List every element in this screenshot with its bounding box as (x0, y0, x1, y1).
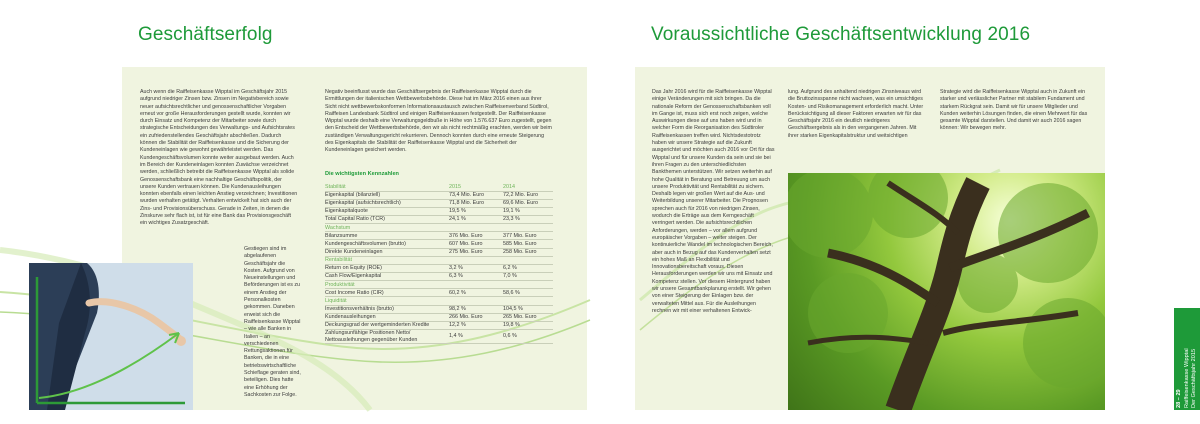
table-row (325, 216, 553, 224)
table-cell: 6,2 % (503, 264, 553, 272)
table-cell: 12,2 % (449, 321, 503, 329)
table-cell: Cost Income Ratio (CIR) (325, 289, 449, 297)
table-cell: 607 Mio. Euro (449, 240, 503, 248)
text-column-1b: Gestiegen sind im abgelaufenen Geschäftsjahr die Kosten. Aufgrund von Neueinstellungen und Beförderungen ist es zu einem Anstieg der Personalkosten gekommen. Daneben erweist sich die Raiffeisenkasse Wipptal – wie alle Banken in Italien – an verschiedenen Rettungsaktionen für Banken, die in eine betriebswirtschaftliche Schieflage geraten sind, beteiligen. Dies hatte eine Erhöhung der Sachkosten zur Folge. (244, 246, 301, 398)
side-tab-text (1176, 308, 1198, 408)
table-cell: Liquidität (325, 297, 449, 305)
table-cell: 0,6 % (503, 330, 553, 344)
table-cell: 23,3 % (503, 216, 553, 224)
text-column-2: Negativ beeinflusst wurde das Geschäftsergebnis der Raiffeisenkasse Wipptal durch die Ermittlungen der italienischen Wettbewerbsbehörde. Diese hat im März 2016 einen aus ihrer Sicht nicht wettbewerbskonformen Informationsaustausch zwischen Raiffeisenverband Südtirol, Raiffeisen Landesbank Südtirol und einigen Raiffeisenkassen festgestellt. Der Raiffeisenkasse Wipptal wurde deshalb eine Verwaltungsgeldbuße in Höhe von 1.576.637 Euro zugestellt, gegen den Entscheid der Wettbewerbsbehörde, den wir als nicht rechtmäßig erachten, werden wir beim zuständigen Verwaltungsgericht rekurrieren. Dennoch konnten durch eine erneute Steigerung des Eigenkapitals die Stabilität der Raiffeisenkasse Wipptal und die Sicherheit der Kundeneinlagen gesichert werden. (325, 89, 552, 154)
table-section-row (325, 281, 553, 289)
table-row (325, 289, 553, 297)
table-cell (503, 297, 553, 305)
table-cell: 266 Mio. Euro (449, 313, 503, 321)
table-row (325, 240, 553, 248)
table-cell: 265 Mio. Euro (503, 313, 553, 321)
table-cell: 19,1 % (503, 207, 553, 215)
tree-photo (788, 173, 1105, 410)
table-cell (449, 281, 503, 289)
table-cell: Eigenkapital (aufsichtsrechtlich) (325, 199, 449, 207)
header-cell: 2014 (503, 183, 553, 191)
table-row (325, 232, 553, 240)
table-cell: 6,3 % (449, 273, 503, 281)
table-row (325, 191, 553, 199)
table-cell: 275 Mio. Euro (449, 248, 503, 256)
side-tab-line-2: Der Geschäftsjahr 2015 (1191, 348, 1197, 408)
table-row (325, 313, 553, 321)
table-cell (449, 256, 503, 264)
table-cell: Direkte Kundeneinlagen (325, 248, 449, 256)
table-cell: 73,4 Mio. Euro (449, 191, 503, 199)
table-cell: Eigenkapital (bilanziell) (325, 191, 449, 199)
header-cell: Stabilität (325, 183, 449, 191)
table-cell: Cash Flow/Eigenkapital (325, 273, 449, 281)
table-cell: Eigenkapitalquote (325, 207, 449, 215)
table-row (325, 207, 553, 215)
table-cell: 24,1 % (449, 216, 503, 224)
table-cell: Produktivität (325, 281, 449, 289)
table-cell: 98,2 % (449, 305, 503, 313)
table-cell: 104,5 % (503, 305, 553, 313)
text-column-5: Strategie wird die Raiffeisenkasse Wipptal auch in Zukunft ein starker und verlässlicher Partner mit stabilem Fundament und starkem Rückgrat sein. Damit wir für unsere Mitglieder und Kunden weiterhin Lösungen finden, die einen Mehrwert für das gesamte Wipptal darstellen. Und damit wir auch 2016 sagen können: Wir bewegen mehr. (940, 89, 1088, 132)
table-cell: Rentabilität (325, 256, 449, 264)
table-row (325, 330, 553, 344)
text-column-1: Auch wenn die Raiffeisenkasse Wipptal im Geschäftsjahr 2015 aufgrund niedriger Zinsen bzw. Zinsen im Negativbereich sowie neuer aufsichtsrechtlicher und genossenschaftlicher Vorgaben erneut vor große Herausforderungen gestellt wurde, konnten wir durch Einsatz und Kompetenz der Mitarbeiter sowie durch strategische Entscheidungen des Verwaltungs- und Aufsichtsrates ein zufriedenstellendes Geschäftsjahr abschließen. Dadurch können die Stabilität der Raiffeisenkasse und die Sicherung der Kundeneinlagen wie gewohnt gewährleistet werden. Das Kundengeschäftsvolumen konnte weiter ausgebaut werden. Auch im Bereich der Kundeneinlagen konnten Zuwächse verzeichnet werden, schließlich betreibt die Raiffeisenkasse Wipptal als solide Genossenschaftsbank eine nachhaltige Geschäftspolitik, der unsere Kunden vertrauen können. Die Kundenausleihungen konnten ebenfalls einen leichten Anstieg verzeichnen; Investitionen wurden verhalten getätigt. Verhalten entwickelt hat sich auch der Zins- und Provisionsüberschuss. Gerade in Zeiten, in denen die Zinskurve sehr flach ist, ist für eine Bank das Provisionsgeschäft ein wichtiges Zusatzgeschäft. (140, 89, 298, 227)
text-column-4: lung. Aufgrund des anhaltend niedrigen Zinsniveaus wird die Bruttozinsspanne nicht wachsen, was ein umsichtiges Kosten- und Risikomanagement erforderlich macht. Unter Berücksichtigung all dieser Faktoren erwarten wir für das Geschäftsjahr 2016 ein deutlich niedrigeres Geschäftsergebnis als in den vergangenen Jahren. Mit ihrer starken Eigenkapitalstruktur und weitsichtigen (788, 89, 924, 139)
table-cell: 71,8 Mio. Euro (449, 199, 503, 207)
table-cell: Kundengeschäftsvolumen (brutto) (325, 240, 449, 248)
table-row (325, 248, 553, 256)
table-cell: 7,0 % (503, 273, 553, 281)
table-cell: 72,2 Mio. Euro (503, 191, 553, 199)
table-row (325, 264, 553, 272)
table-cell: 377 Mio. Euro (503, 232, 553, 240)
table-cell: 60,2 % (449, 289, 503, 297)
kennzahlen-table (325, 171, 553, 344)
table-section-row (325, 297, 553, 305)
page-title-right: Voraussichtliche Geschäftsentwicklung 2016 (651, 24, 1031, 45)
table-section-row (325, 224, 553, 232)
table-cell: 258 Mio. Euro (503, 248, 553, 256)
table-cell: 19,5 % (449, 207, 503, 215)
table-cell (503, 281, 553, 289)
table-cell: Wachstum (325, 224, 449, 232)
table-header-row (325, 183, 553, 191)
table-row (325, 321, 553, 329)
page-numbers: 28 – 29 (1176, 389, 1182, 408)
businessman-photo (29, 263, 193, 410)
table-cell: Total Capital Ratio (TCR) (325, 216, 449, 224)
table-cell: Return on Equity (ROE) (325, 264, 449, 272)
table-row (325, 199, 553, 207)
table-cell (503, 256, 553, 264)
table-cell: 1,4 % (449, 330, 503, 344)
table-section-row (325, 256, 553, 264)
table-row (325, 273, 553, 281)
table-cell: Kundenausleihungen (325, 313, 449, 321)
side-tab-line-1: Raiffeisenkasse Wipptal (1184, 348, 1190, 408)
table-row (325, 305, 553, 313)
table-cell (503, 224, 553, 232)
table-cell: Deckungsgrad der wertgeminderten Kredite (325, 321, 449, 329)
table-cell: 58,6 % (503, 289, 553, 297)
table-cell: Bilanzsumme (325, 232, 449, 240)
table-cell: 19,8 % (503, 321, 553, 329)
table-cell (449, 224, 503, 232)
table-cell: 376 Mio. Euro (449, 232, 503, 240)
table-cell: 585 Mio. Euro (503, 240, 553, 248)
table-cell: Zahlungsunfähige Positionen Netto/ Nettoausleihungen gegenüber Kunden (325, 330, 449, 344)
text-column-3: Das Jahr 2016 wird für die Raiffeisenkasse Wipptal einige Veränderungen mit sich bringen. Da die nationale Reform der Genossenschaftsbanken voll im Gange ist, muss sich erst noch zeigen, welche Auswirkungen diese auf uns haben wird und in welcher Form die Reorganisation des Südtiroler Raiffeisenkassen treffen wird. Nichtsdestotrotz haben wir unsere Strategie auf die Zukunft ausgerichtet und möchten auch 2016 vor Ort für das Wipptal und für unsere Kunden da sein und sie bei ihren Fragen zu den unterschiedlichsten Bankthemen unterstützen. Wir setzen weiterhin auf hohe Qualität in Beratung und Betreuung um auch unsere Produktivität und Rentabilität zu sichern. Deshalb legen wir großen Wert auf die Aus- und Weiterbildung unserer Mitarbeiter. Die Prognosen sprechen auch für 2016 von niedrigen Zinsen, wodurch die Erträge aus dem Kerngeschäft verringert werden. Die aufsichtsrechtlichen Anforderungen, werden – vor allem aufgrund europäischer Vorgaben – weiter steigen. Der kontinuierliche Wandel im technologischen Bereich, aber auch in Bezug auf das Kundenverhalten setzt ein hohes Maß an Flexibilität und Innovationsbereitschaft voraus. Diesen Herausforderungen werden wir uns mit Einsatz und Kompetenz stellen. Vor diesem Hintergrund haben wir unsere Gesamtbankplanung erstellt. Wir gehen von einer Steigerung der Einlagen bzw. der verwalteten Mittel aus. Für die Ausleihungen rechnen wir mit einer verhaltenen Entwick- (652, 89, 775, 314)
table-cell (449, 297, 503, 305)
page-title-left: Geschäftserfolg (138, 24, 273, 45)
table-cell: 3,2 % (449, 264, 503, 272)
header-cell: 2015 (449, 183, 503, 191)
table-cell: Investitionsverhältnis (brutto) (325, 305, 449, 313)
kennzahlen-title: Die wichtigsten Kennzahlen (325, 171, 399, 177)
table-cell: 69,6 Mio. Euro (503, 199, 553, 207)
